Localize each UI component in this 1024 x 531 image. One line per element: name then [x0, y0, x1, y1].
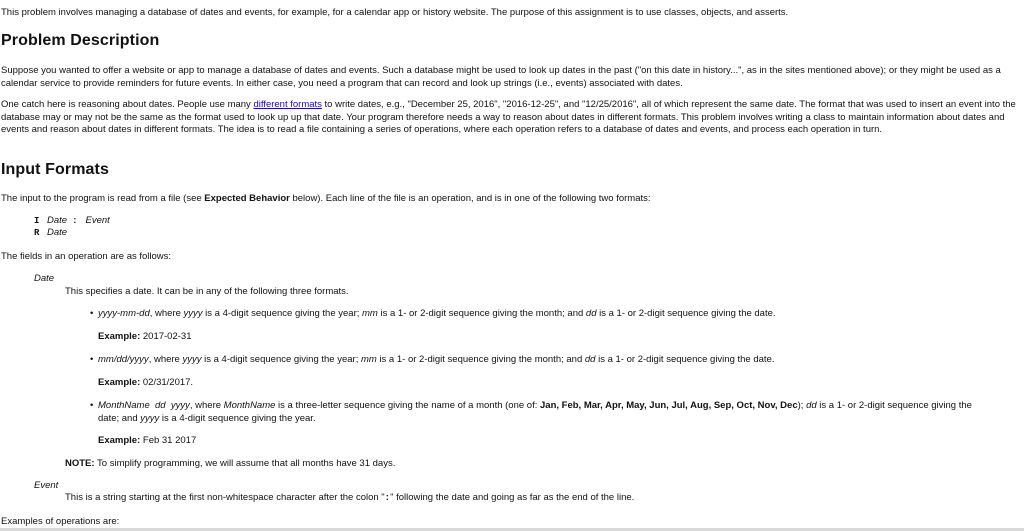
note-label: NOTE:: [65, 458, 95, 469]
format-insert-date: Date: [47, 215, 68, 226]
problem-paragraph-1: Suppose you wanted to offer a website or app to manage a database of dates and events. Such a database might be used to look up dates in the past ("on this date in history...", as in the sites mentioned above); or they might be used as a calendar service to provide reminders for future events. In either case, you need a program that can record and look up strings (i.e., events) associated with dates.: [1, 65, 1001, 89]
text: This is a string starting at the first non-whitespace character after the colon ": [65, 492, 385, 503]
bullet-dot: •: [90, 354, 94, 365]
date-format-us: [98, 354, 988, 367]
example-value: 02/31/2017.: [140, 377, 194, 388]
var-yyyy: yyyy: [140, 412, 160, 424]
text: is a 4-digit sequence giving the year;: [201, 354, 361, 365]
date-term: Date: [34, 273, 55, 284]
expected-behavior-ref: Expected Behavior: [204, 193, 290, 204]
event-description: [65, 492, 1005, 505]
intro-paragraph: This problem involves managing a database of dates and events, for example, for a calendar app or history website. The purpose of this assignment is to use classes, objects, and asserts.: [1, 7, 789, 18]
note: [65, 458, 1005, 471]
examples-intro: Examples of operations are:: [1, 516, 120, 527]
format-retrieve: [34, 227, 67, 240]
bullet-dot: •: [90, 308, 94, 319]
format-retrieve-date: Date: [47, 227, 68, 238]
fmt-monthname: MonthName dd yyyy: [98, 400, 190, 411]
example-iso: [98, 331, 191, 344]
format-insert-colon: :: [72, 216, 78, 226]
different-formats-link[interactable]: different formats: [253, 99, 322, 110]
example-label: Example:: [98, 331, 141, 342]
text: is a 1- or 2-digit sequence giving the date; and: [98, 400, 972, 424]
fmt-iso: yyyy-mm-dd: [98, 308, 150, 319]
format-retrieve-letter: R: [34, 228, 40, 238]
month-list: Jan, Feb, Mar, Apr, May, Jun, Jul, Aug, Sep, Oct, Nov, Dec: [540, 400, 798, 411]
text: " following the date and going as far as the end of the line.: [390, 492, 635, 503]
text: is a 1- or 2-digit sequence giving the month; and: [376, 354, 585, 365]
var-dd: dd: [806, 400, 817, 411]
input-text-b: below). Each line of the file is an operation, and is in one of the following two formats:: [289, 193, 651, 204]
var-dd: dd: [584, 354, 596, 365]
text: is a 4-digit sequence giving the year.: [159, 412, 316, 424]
example-label: Example:: [98, 435, 141, 446]
var-yyyy: yyyy: [182, 354, 202, 365]
input-paragraph: [1, 193, 1021, 206]
text: is a 1- or 2-digit sequence giving the date.: [596, 308, 776, 319]
text: , where: [148, 354, 183, 365]
text: is a 4-digit sequence giving the year;: [202, 308, 363, 319]
event-term: Event: [34, 480, 59, 491]
format-insert-letter: I: [34, 216, 40, 226]
problem-description-heading: Problem Description: [1, 32, 160, 49]
para2-text-b: to write dates, e.g., "December 25, 2016", "2016-12-25", and "12/25/2016", all of which represent the same date. The format that was used to insert an event into the database may or may not be the same as the format used to look up up that date. Your program therefore needs a way to reason about dates in different formats. This problem involves writing a class to maintain information about dates and events and reason about dates in different formats. The idea is to read a file containing a series of operations, where each operation refers to a database of dates and events, and process each operation in turn.: [1, 99, 1016, 136]
text: , where: [189, 400, 224, 411]
fmt-us: mm/dd/yyyy: [98, 354, 149, 365]
bullet-dot: •: [90, 400, 94, 411]
example-value: 2017-02-31: [140, 331, 192, 342]
fields-intro: The fields in an operation are as follows:: [1, 251, 172, 262]
var-monthname: MonthName: [223, 400, 276, 411]
format-insert-event: Event: [85, 215, 110, 226]
example-label: Example:: [98, 377, 141, 388]
problem-paragraph-2: [1, 99, 1021, 137]
text: is a 1- or 2-digit sequence giving the month; and: [377, 308, 586, 319]
var-mm: mm: [360, 354, 377, 365]
var-dd: dd: [585, 308, 597, 319]
text: );: [797, 400, 807, 411]
example-value: Feb 31 2017: [140, 435, 197, 446]
para2-text-a: One catch here is reasoning about dates. People use many: [1, 99, 254, 110]
note-text: To simplify programming, we will assume that all months have 31 days.: [94, 458, 396, 469]
date-format-iso: [98, 308, 988, 321]
input-text-a: The input to the program is read from a file (see: [1, 193, 205, 204]
text: is a 1- or 2-digit sequence giving the date.: [595, 354, 775, 365]
date-format-monthname: [98, 400, 988, 425]
text: , where: [149, 308, 184, 319]
input-formats-heading: Input Formats: [1, 161, 109, 178]
date-description: This specifies a date. It can be in any of the following three formats.: [65, 286, 349, 297]
text: is a three-letter sequence giving the name of a month (one of:: [275, 400, 540, 411]
example-monthname: [98, 435, 196, 448]
var-mm: mm: [362, 308, 378, 319]
example-us: [98, 377, 193, 390]
var-yyyy: yyyy: [183, 308, 203, 319]
format-insert: [34, 215, 110, 228]
colon-code: :: [384, 493, 391, 503]
